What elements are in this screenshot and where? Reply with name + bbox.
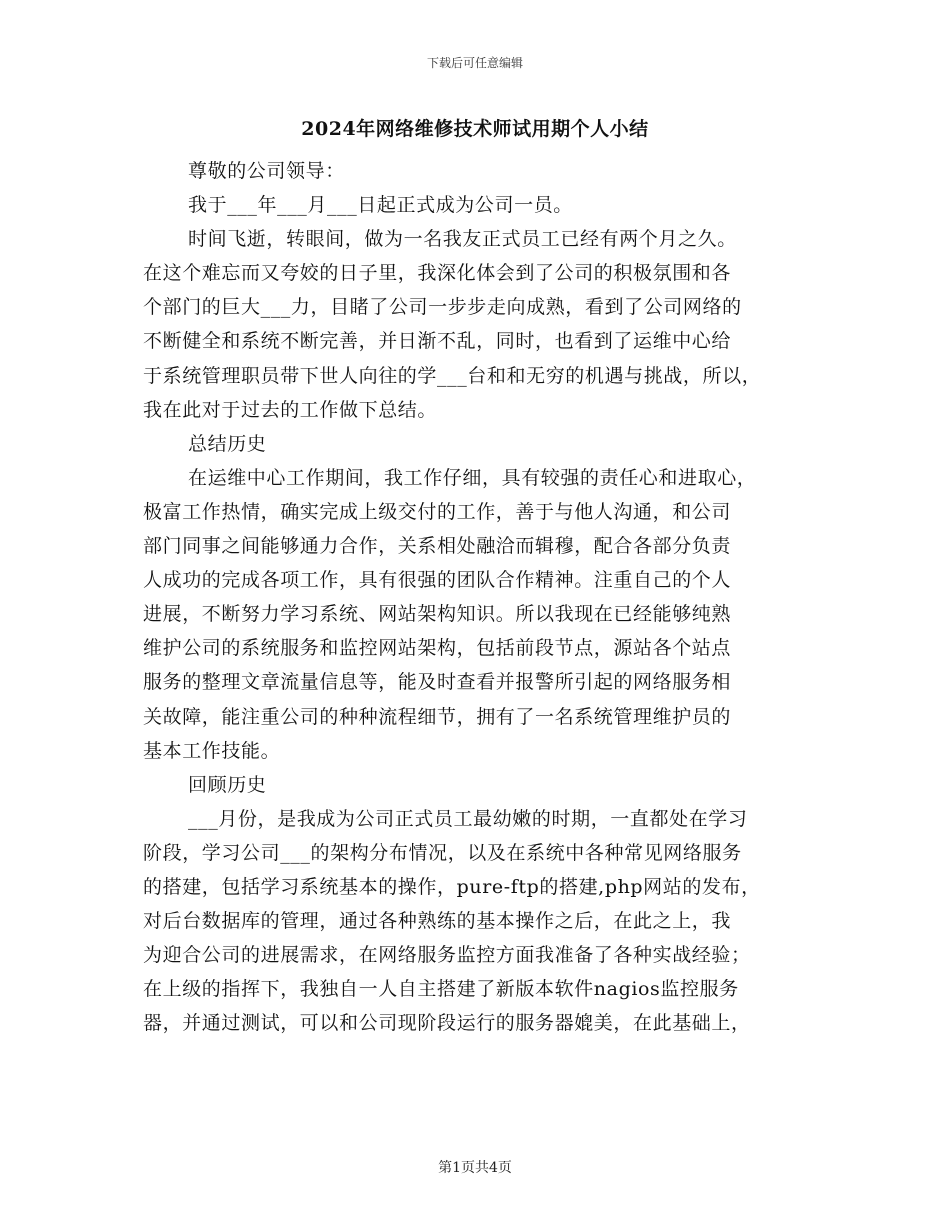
body-line: 为迎合公司的进展需求，在网络服务监控方面我准备了各种实战经验； <box>143 944 751 967</box>
page-footer: 第1页共4页 <box>438 1160 512 1176</box>
document-body <box>143 154 815 1040</box>
body-line: 器，并通过测试，可以和公司现阶段运行的服务器媲美，在此基础上， <box>143 1012 751 1035</box>
body-line: 进展，不断努力学习系统、网站架构知识。所以我现在已经能够纯熟 <box>143 603 732 626</box>
body-line: 的搭建，包括学习系统基本的操作，pure-ftp的搭建,php网站的发布， <box>143 875 761 898</box>
body-line: 我在此对于过去的工作做下总结。 <box>143 398 438 421</box>
body-line: 在运维中心工作期间，我工作仔细，具有较强的责任心和进取心， <box>188 466 757 489</box>
section-heading: 总结历史 <box>188 432 267 455</box>
document-title: 2024年网络维修技术师试用期个人小结 <box>301 118 649 140</box>
body-line: 对后台数据库的管理，通过各种熟练的基本操作之后，在此之上，我 <box>143 910 732 933</box>
body-line: 尊敬的公司领导： <box>188 160 345 182</box>
body-line: 人成功的完成各项工作，具有很强的团队合作精神。注重自己的个人 <box>143 569 732 592</box>
body-line: 维护公司的系统服务和监控网站架构，包括前段节点，源站各个站点 <box>143 637 732 660</box>
body-line: 基本工作技能。 <box>143 739 281 762</box>
body-line: 在这个难忘而又夸姣的日子里，我深化体会到了公司的积极氛围和各 <box>143 262 732 285</box>
body-line: 不断健全和系统不断完善，并日渐不乱，同时，也看到了运维中心给 <box>143 330 732 353</box>
body-line: 我于___年___月___日起正式成为公司一员。 <box>188 194 573 217</box>
header-note: 下载后可任意编辑 <box>426 56 523 70</box>
body-line: 关故障，能注重公司的种种流程细节，拥有了一名系统管理维护员的 <box>143 705 732 728</box>
body-line: 时间飞逝，转眼间，做为一名我友正式员工已经有两个月之久。 <box>188 228 737 251</box>
body-line: 服务的整理文章流量信息等，能及时查看并报警所引起的网络服务相 <box>143 671 732 694</box>
body-line: ___月份，是我成为公司正式员工最幼嫩的时期，一直都处在学习 <box>188 807 748 830</box>
body-line: 阶段，学习公司___的架构分布情况，以及在系统中各种常见网络服务 <box>143 841 742 864</box>
body-line: 个部门的巨大___力，目睹了公司一步步走向成熟，看到了公司网络的 <box>143 296 742 319</box>
body-line: 在上级的指挥下，我独自一人自主搭建了新版本软件nagios监控服务 <box>143 978 739 1001</box>
body-line: 部门同事之间能够通力合作，关系相处融洽而辑穆，配合各部分负责 <box>143 535 732 558</box>
section-heading: 回顾历史 <box>188 773 267 796</box>
body-line: 极富工作热情，确实完成上级交付的工作，善于与他人沟通，和公司 <box>143 500 732 523</box>
body-line: 于系统管理职员带下世人向往的学___台和和无穷的机遇与挑战，所以， <box>143 364 762 387</box>
